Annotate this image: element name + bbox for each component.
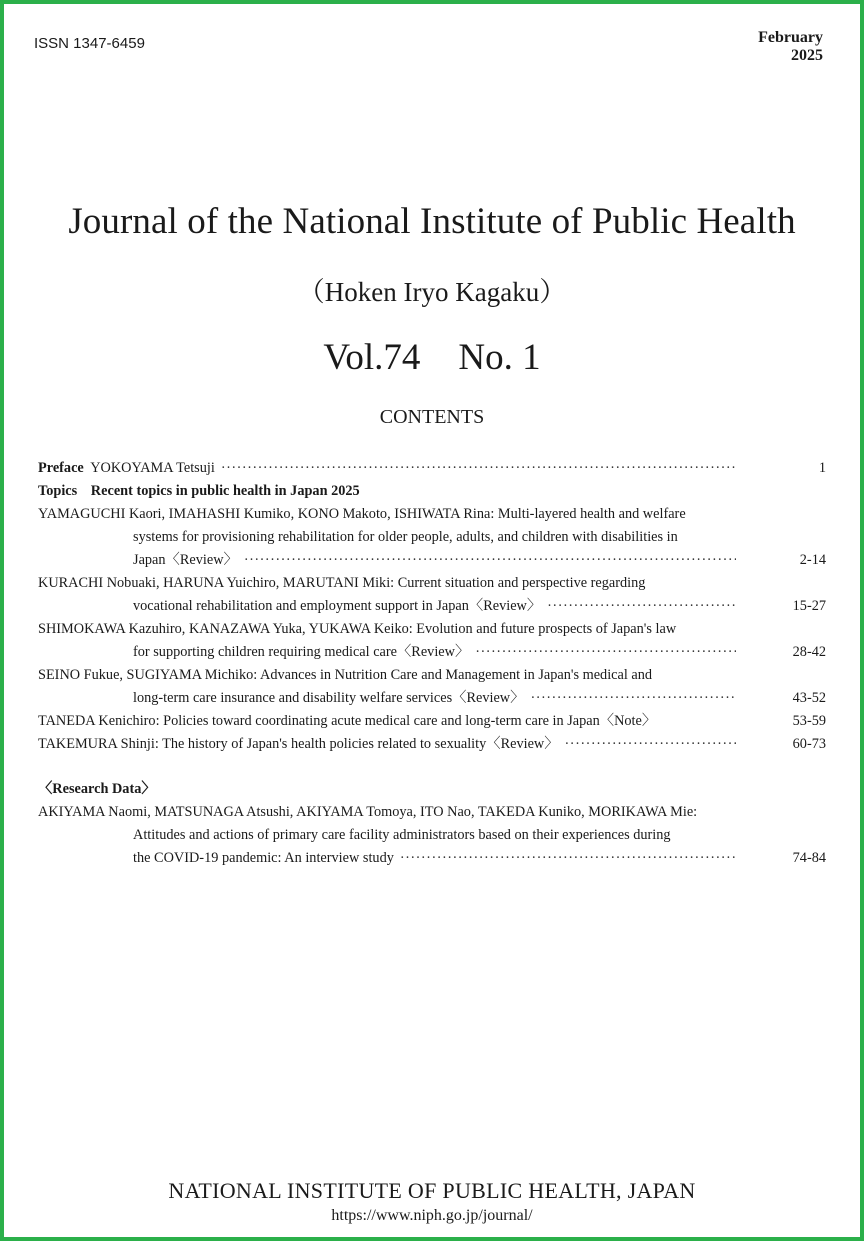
volume-number: [4, 336, 860, 379]
page-range: 74-84: [792, 850, 826, 866]
journal-title: Journal of the National Institute of Public Health: [68, 201, 796, 242]
page-range: 28-42: [792, 644, 826, 660]
page-range: 43-52: [792, 690, 826, 706]
leader-dots: [475, 641, 736, 664]
topics-heading: [38, 480, 826, 503]
preface-label: Preface: [38, 460, 84, 476]
preface-author: YOKOYAMA Tetsuji: [90, 460, 215, 476]
issn-number: ISSN 1347-6459: [34, 35, 145, 52]
issue-number: No. 1: [458, 337, 541, 378]
page-range: 2-14: [799, 552, 826, 568]
issue-month: February: [758, 29, 823, 46]
toc-entry[interactable]: [38, 801, 826, 870]
toc-entry[interactable]: [38, 572, 826, 618]
topics-title: Recent topics in public health in Japan 2025: [90, 483, 360, 499]
preface-entry[interactable]: [38, 457, 826, 480]
entry-line: vocational rehabilitation and employment support in Japan〈Review〉: [133, 598, 542, 614]
table-of-contents: [38, 457, 826, 870]
entry-line: YAMAGUCHI Kaori, IMAHASHI Kumiko, KONO Makoto, ISHIWATA Rina: Multi-layered health and welfare: [38, 506, 686, 522]
volume: Vol.74: [323, 337, 421, 378]
entry-line: Attitudes and actions of primary care facility administrators based on their experiences during: [133, 827, 671, 843]
leader-dots: [530, 687, 736, 710]
page-range: 60-73: [792, 736, 826, 752]
entry-line: TANEDA Kenichiro: Policies toward coordinating acute medical care and long-term care in Japan〈Note〉: [38, 713, 657, 729]
leader-dots: [221, 457, 736, 480]
research-data-heading: 〈Research Data〉: [38, 781, 156, 797]
entry-line: systems for provisioning rehabilitation for older people, adults, and children with disabilities in: [133, 529, 678, 545]
entry-line: long-term care insurance and disability welfare services〈Review〉: [133, 690, 525, 706]
toc-entry[interactable]: [38, 733, 826, 756]
leader-dots: [565, 733, 736, 756]
leader-dots: [400, 847, 736, 870]
toc-entry[interactable]: [38, 618, 826, 664]
entry-line: AKIYAMA Naomi, MATSUNAGA Atsushi, AKIYAMA Tomoya, ITO Nao, TAKEDA Kuniko, MORIKAWA Mie:: [38, 804, 698, 820]
entry-line: SEINO Fukue, SUGIYAMA Michiko: Advances in Nutrition Care and Management in Japan's medical and: [38, 667, 653, 683]
entry-line: TAKEMURA Shinji: The history of Japan's health policies related to sexuality〈Review〉: [38, 736, 559, 752]
issue-year: 2025: [791, 47, 823, 64]
publisher-name: NATIONAL INSTITUTE OF PUBLIC HEALTH, JAPAN: [168, 1178, 696, 1203]
topics-label: Topics: [38, 483, 78, 499]
contents-heading: CONTENTS: [379, 406, 485, 428]
page-range: 1: [818, 460, 826, 476]
entry-line: for supporting children requiring medical care〈Review〉: [133, 644, 470, 660]
entry-line: SHIMOKAWA Kazuhiro, KANAZAWA Yuka, YUKAWA Keiko: Evolution and future prospects of Japan's law: [38, 621, 677, 637]
leader-dots: [547, 595, 736, 618]
page-range: 53-59: [792, 713, 826, 729]
entry-line: the COVID-19 pandemic: An interview study: [133, 850, 394, 866]
entry-line: KURACHI Nobuaki, HARUNA Yuichiro, MARUTANI Miki: Current situation and perspective regarding: [38, 575, 646, 591]
entry-line: Japan〈Review〉: [133, 552, 238, 568]
journal-subtitle: （Hoken Iryo Kagaku）: [297, 277, 567, 307]
leader-dots: [244, 549, 736, 572]
issue-date: [758, 29, 823, 65]
toc-entry[interactable]: [38, 710, 826, 733]
toc-entry[interactable]: [38, 503, 826, 572]
toc-entry[interactable]: [38, 664, 826, 710]
journal-url[interactable]: https://www.niph.go.jp/journal/: [331, 1207, 533, 1224]
page-range: 15-27: [792, 598, 826, 614]
